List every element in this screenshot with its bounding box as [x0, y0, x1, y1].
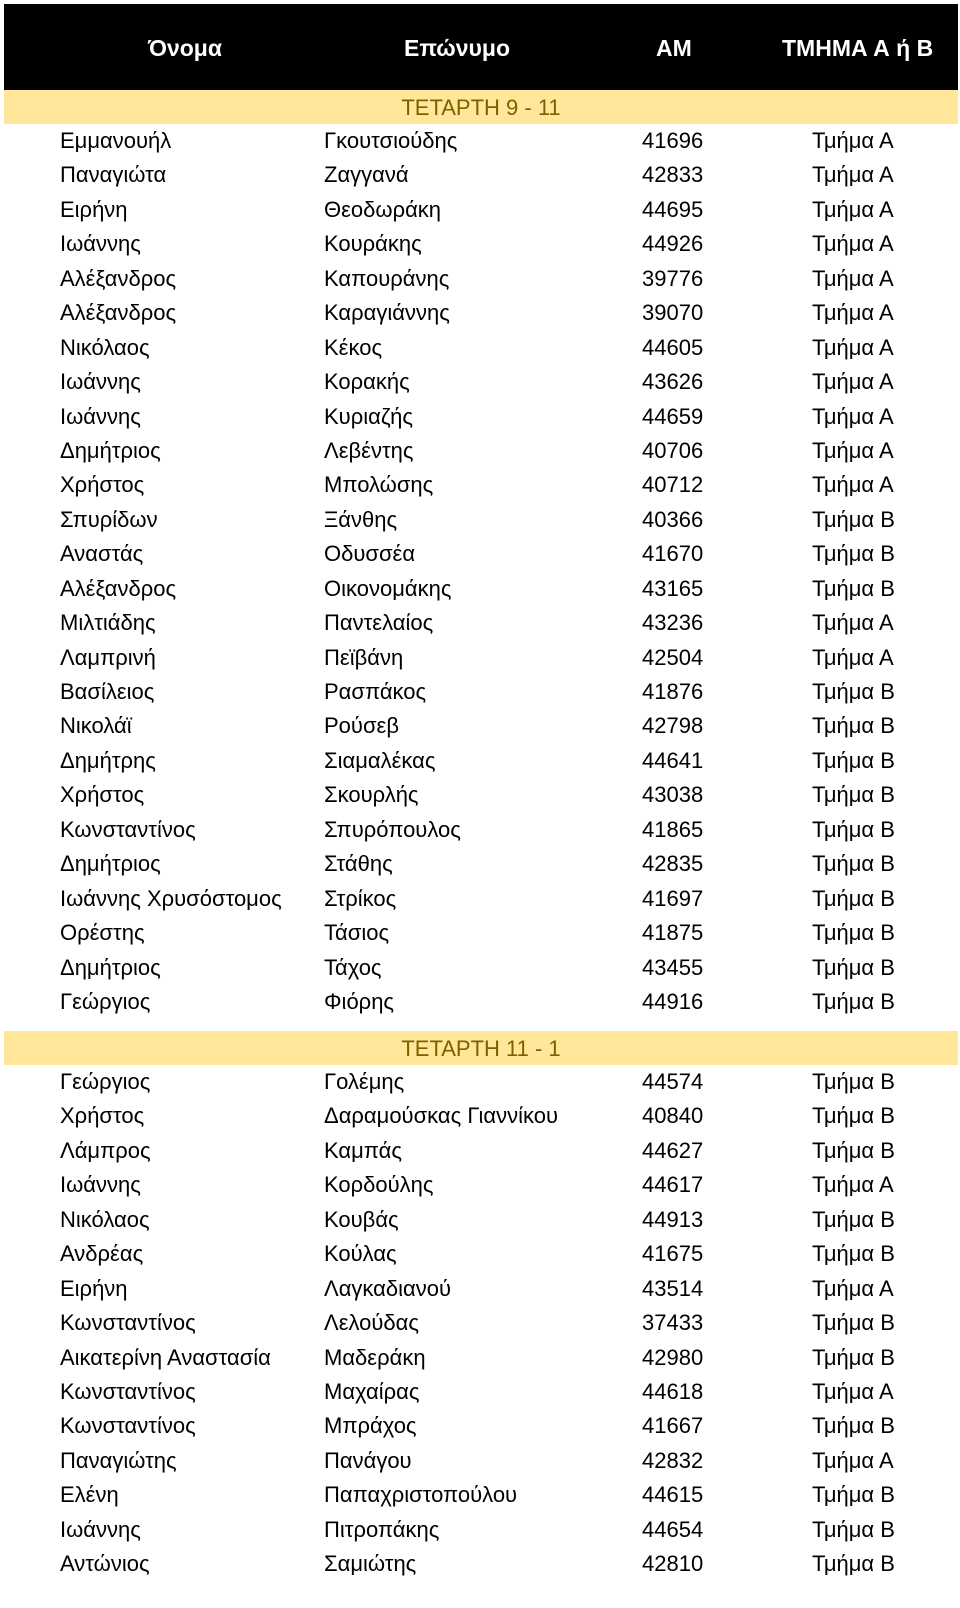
- student-registration-number: 44627: [642, 1137, 704, 1163]
- student-registration-number: 43626: [642, 369, 704, 395]
- student-last-name: Ξάνθης: [324, 506, 398, 532]
- student-last-name: Φιόρης: [324, 988, 395, 1014]
- student-last-name: Κούλας: [324, 1241, 397, 1267]
- table-row: [0, 124, 960, 158]
- student-last-name: Μαδεράκη: [324, 1344, 426, 1370]
- table-row: [0, 1341, 960, 1375]
- student-registration-number: 40366: [642, 506, 704, 532]
- student-first-name: Ιωάννης: [60, 1172, 141, 1198]
- student-department: Τμήμα Α: [812, 1275, 894, 1301]
- header-surname: Επώνυμο: [404, 35, 511, 61]
- table-row: [0, 847, 960, 881]
- student-last-name: Γολέμης: [324, 1069, 405, 1094]
- student-registration-number: 43236: [642, 610, 704, 636]
- student-department: Τμήμα Β: [812, 713, 895, 739]
- student-registration-number: 44618: [642, 1378, 704, 1404]
- student-last-name: Σιαμαλέκας: [324, 747, 436, 773]
- student-last-name: Οδυσσέα: [324, 541, 416, 567]
- student-last-name: Κουράκης: [324, 231, 422, 257]
- student-first-name: Αναστάς: [60, 541, 144, 567]
- student-department: Τμήμα Β: [812, 575, 895, 601]
- student-last-name: Λεβέντης: [324, 437, 414, 463]
- table-row: [0, 675, 960, 709]
- student-last-name: Κουβάς: [324, 1206, 399, 1232]
- student-last-name: Κορακής: [324, 369, 410, 395]
- student-department: Τμήμα Β: [812, 1241, 895, 1267]
- student-last-name: Λελούδας: [324, 1310, 420, 1336]
- student-registration-number: 41696: [642, 128, 704, 153]
- student-department: Τμήμα Α: [812, 1172, 894, 1198]
- student-department: Τμήμα Α: [812, 437, 894, 463]
- student-first-name: Δημήτριος: [60, 954, 161, 980]
- student-last-name: Καπουράνης: [324, 265, 450, 291]
- student-registration-number: 41667: [642, 1413, 704, 1439]
- student-department: Τμήμα Β: [812, 816, 895, 842]
- student-last-name: Σκουρλής: [324, 782, 419, 808]
- student-last-name: Παπαχριστοπούλου: [324, 1482, 518, 1508]
- student-department: Τμήμα Β: [812, 782, 895, 808]
- table-row: [0, 400, 960, 434]
- student-registration-number: 44654: [642, 1516, 704, 1542]
- student-department: Τμήμα Α: [812, 300, 894, 326]
- student-department: Τμήμα Β: [812, 1516, 895, 1542]
- table-row: [0, 331, 960, 365]
- student-registration-number: 44926: [642, 231, 704, 257]
- student-registration-number: 41675: [642, 1241, 704, 1267]
- student-last-name: Πανάγου: [324, 1447, 412, 1473]
- table-row: [0, 1203, 960, 1237]
- student-first-name: Χρήστος: [60, 1103, 145, 1129]
- table-row: [0, 641, 960, 675]
- student-registration-number: 41876: [642, 679, 704, 704]
- student-last-name: Καμπάς: [324, 1137, 402, 1163]
- table-row: [0, 1272, 960, 1306]
- student-first-name: Μιλτιάδης: [60, 610, 156, 636]
- student-registration-number: 40840: [642, 1103, 704, 1129]
- student-last-name: Ρούσεβ: [324, 713, 399, 739]
- section-rows: [0, 124, 960, 1019]
- student-department: Τμήμα Α: [812, 196, 894, 222]
- section-rows: [0, 1065, 960, 1582]
- student-last-name: Θεοδωράκη: [324, 196, 442, 222]
- student-registration-number: 41865: [642, 816, 704, 842]
- table-row: [0, 572, 960, 606]
- student-first-name: Λαμπρινή: [60, 644, 156, 670]
- student-registration-number: 42504: [642, 644, 704, 670]
- student-department: Τμήμα Β: [812, 1206, 895, 1232]
- table-row: [0, 813, 960, 847]
- header-name: Όνομα: [148, 35, 223, 61]
- student-last-name: Κέκος: [324, 334, 383, 360]
- table-row: [0, 1478, 960, 1512]
- table-row: [0, 1065, 960, 1099]
- section-title: ΤΕΤΑΡΤΗ 11 - 1: [4, 1031, 958, 1065]
- table-row: [0, 434, 960, 468]
- student-first-name: Παναγιώτης: [60, 1447, 177, 1473]
- student-first-name: Χρήστος: [60, 472, 145, 498]
- student-registration-number: 40712: [642, 472, 704, 498]
- table-row: [0, 985, 960, 1019]
- student-registration-number: 44574: [642, 1069, 704, 1094]
- student-first-name: Λάμπρος: [60, 1137, 151, 1163]
- student-first-name: Κωνσταντίνος: [60, 1310, 196, 1336]
- student-first-name: Νικόλαος: [60, 334, 150, 360]
- table-row: [0, 606, 960, 640]
- student-last-name: Λαγκαδιανού: [324, 1275, 451, 1301]
- student-department: Τμήμα Β: [812, 541, 895, 567]
- student-last-name: Μαχαίρας: [324, 1378, 420, 1404]
- table-row: [0, 1168, 960, 1202]
- student-department: Τμήμα Β: [812, 1069, 895, 1094]
- student-registration-number: 43455: [642, 954, 704, 980]
- student-registration-number: 40706: [642, 437, 704, 463]
- student-registration-number: 44916: [642, 988, 704, 1014]
- table-row: [0, 744, 960, 778]
- student-first-name: Βασίλειος: [60, 679, 155, 704]
- student-last-name: Ρασπάκος: [324, 679, 427, 704]
- student-department: Τμήμα Β: [812, 1103, 895, 1129]
- student-department: Τμήμα Α: [812, 369, 894, 395]
- table-row: [0, 1306, 960, 1340]
- student-department: Τμήμα Β: [812, 1482, 895, 1508]
- student-first-name: Αικατερίνη Αναστασία: [60, 1344, 271, 1370]
- student-last-name: Σαμιώτης: [324, 1551, 417, 1577]
- student-department: Τμήμα Α: [812, 472, 894, 498]
- header-am: ΑΜ: [656, 35, 692, 61]
- student-department: Τμήμα Β: [812, 954, 895, 980]
- table-row: [0, 1444, 960, 1478]
- student-department: Τμήμα Α: [812, 128, 894, 153]
- student-registration-number: 42798: [642, 713, 704, 739]
- table-row: [0, 1375, 960, 1409]
- table-row: [0, 296, 960, 330]
- student-registration-number: 39070: [642, 300, 704, 326]
- student-registration-number: 44617: [642, 1172, 704, 1198]
- student-first-name: Ιωάννης: [60, 403, 141, 429]
- table-row: [0, 468, 960, 502]
- section-wednesday-9-11: [0, 90, 960, 1019]
- student-department: Τμήμα Β: [812, 1413, 895, 1439]
- student-department: Τμήμα Α: [812, 1378, 894, 1404]
- student-first-name: Ειρήνη: [60, 1275, 128, 1301]
- student-department: Τμήμα Β: [812, 1137, 895, 1163]
- student-last-name: Στρίκος: [324, 885, 397, 911]
- student-registration-number: 44605: [642, 334, 704, 360]
- student-department: Τμήμα Α: [812, 162, 894, 188]
- table-row: [0, 1513, 960, 1547]
- student-department: Τμήμα Α: [812, 265, 894, 291]
- student-first-name: Παναγιώτα: [60, 162, 167, 188]
- student-department: Τμήμα Α: [812, 403, 894, 429]
- student-last-name: Γκουτσιούδης: [324, 128, 458, 153]
- student-department: Τμήμα Α: [812, 1447, 894, 1473]
- student-registration-number: 44641: [642, 747, 704, 773]
- student-first-name: Χρήστος: [60, 782, 145, 808]
- student-department: Τμήμα Β: [812, 506, 895, 532]
- student-department: Τμήμα Β: [812, 988, 895, 1014]
- student-registration-number: 44659: [642, 403, 704, 429]
- student-first-name: Αλέξανδρος: [60, 300, 177, 326]
- student-first-name: Αντώνιος: [60, 1551, 150, 1577]
- student-registration-number: 42833: [642, 162, 704, 188]
- section-title: ΤΕΤΑΡΤΗ 9 - 11: [4, 90, 958, 124]
- student-registration-number: 42980: [642, 1344, 704, 1370]
- student-first-name: Κωνσταντίνος: [60, 1413, 196, 1439]
- table-row: [0, 709, 960, 743]
- table-row: [0, 1409, 960, 1443]
- student-first-name: Εμμανουήλ: [60, 128, 172, 153]
- student-last-name: Στάθης: [324, 851, 393, 877]
- student-registration-number: 41697: [642, 885, 704, 911]
- student-department: Τμήμα Β: [812, 851, 895, 877]
- student-first-name: Κωνσταντίνος: [60, 1378, 196, 1404]
- student-last-name: Τάχος: [324, 954, 382, 980]
- table-row: [0, 951, 960, 985]
- table-row: [0, 262, 960, 296]
- student-first-name: Αλέξανδρος: [60, 575, 177, 601]
- student-department: Τμήμα Β: [812, 747, 895, 773]
- student-first-name: Νικολάϊ: [60, 713, 132, 739]
- table-row: [0, 158, 960, 192]
- student-registration-number: 44913: [642, 1206, 704, 1232]
- student-first-name: Γεώργιος: [60, 1069, 151, 1094]
- student-registration-number: 42832: [642, 1447, 704, 1473]
- table-row: [0, 1134, 960, 1168]
- student-first-name: Ιωάννης Χρυσόστομος: [60, 885, 282, 911]
- table-row: [0, 1237, 960, 1271]
- student-last-name: Κυριαζής: [324, 403, 413, 429]
- student-first-name: Ειρήνη: [60, 196, 128, 222]
- student-last-name: Τάσιος: [324, 920, 390, 946]
- student-first-name: Νικόλαος: [60, 1206, 150, 1232]
- student-last-name: Μπράχος: [324, 1413, 417, 1439]
- table-row: [0, 916, 960, 950]
- student-last-name: Ζαγγανά: [324, 162, 409, 188]
- student-department: Τμήμα Α: [812, 334, 894, 360]
- section-wednesday-11-1: [0, 1031, 960, 1582]
- student-registration-number: 43038: [642, 782, 704, 808]
- student-last-name: Σπυρόπουλος: [324, 816, 461, 842]
- student-last-name: Καραγιάννης: [324, 300, 450, 326]
- table-row: [0, 882, 960, 916]
- student-registration-number: 44615: [642, 1482, 704, 1508]
- table-row: [0, 227, 960, 261]
- student-registration-number: 41875: [642, 920, 704, 946]
- student-registration-number: 43165: [642, 575, 704, 601]
- student-first-name: Ιωάννης: [60, 369, 141, 395]
- student-last-name: Δαραμούσκας Γιαννίκου: [324, 1103, 558, 1129]
- student-department: Τμήμα Β: [812, 1551, 895, 1577]
- student-registration-number: 44695: [642, 196, 704, 222]
- student-department: Τμήμα Α: [812, 610, 894, 636]
- student-department: Τμήμα Α: [812, 644, 894, 670]
- table-row: [0, 778, 960, 812]
- student-first-name: Κωνσταντίνος: [60, 816, 196, 842]
- table-row: [0, 1099, 960, 1133]
- student-department: Τμήμα Β: [812, 679, 895, 704]
- student-registration-number: 41670: [642, 541, 704, 567]
- student-first-name: Ορέστης: [60, 920, 145, 946]
- student-first-name: Σπυρίδων: [60, 506, 158, 532]
- table-row: [0, 193, 960, 227]
- student-registration-number: 37433: [642, 1310, 704, 1336]
- student-department: Τμήμα Β: [812, 920, 895, 946]
- student-department: Τμήμα Α: [812, 231, 894, 257]
- student-last-name: Μπολώσης: [324, 472, 434, 498]
- student-last-name: Πιτροπάκης: [324, 1516, 440, 1542]
- student-department: Τμήμα Β: [812, 885, 895, 911]
- table-row: [0, 1547, 960, 1581]
- student-department: Τμήμα Β: [812, 1344, 895, 1370]
- student-last-name: Πεϊβάνη: [324, 644, 404, 670]
- table-row: [0, 365, 960, 399]
- student-registration-number: 42810: [642, 1551, 704, 1577]
- student-first-name: Αλέξανδρος: [60, 265, 177, 291]
- table-header: [4, 4, 958, 90]
- student-first-name: Δημήτρης: [60, 747, 156, 773]
- student-first-name: Ελένη: [60, 1482, 119, 1508]
- student-registration-number: 43514: [642, 1275, 704, 1301]
- student-first-name: Ιωάννης: [60, 231, 141, 257]
- table-row: [0, 503, 960, 537]
- student-department: Τμήμα Β: [812, 1310, 895, 1336]
- student-first-name: Δημήτριος: [60, 437, 161, 463]
- table-row: [0, 537, 960, 571]
- student-first-name: Ανδρέας: [60, 1241, 144, 1267]
- student-first-name: Γεώργιος: [60, 988, 151, 1014]
- student-first-name: Δημήτριος: [60, 851, 161, 877]
- student-registration-number: 42835: [642, 851, 704, 877]
- student-first-name: Ιωάννης: [60, 1516, 141, 1542]
- student-registration-number: 39776: [642, 265, 704, 291]
- student-last-name: Οικονομάκης: [324, 575, 452, 601]
- student-last-name: Κορδούλης: [324, 1172, 434, 1198]
- student-last-name: Παντελαίος: [324, 610, 434, 636]
- header-department: ΤΜΗΜΑ Α ή Β: [782, 35, 934, 61]
